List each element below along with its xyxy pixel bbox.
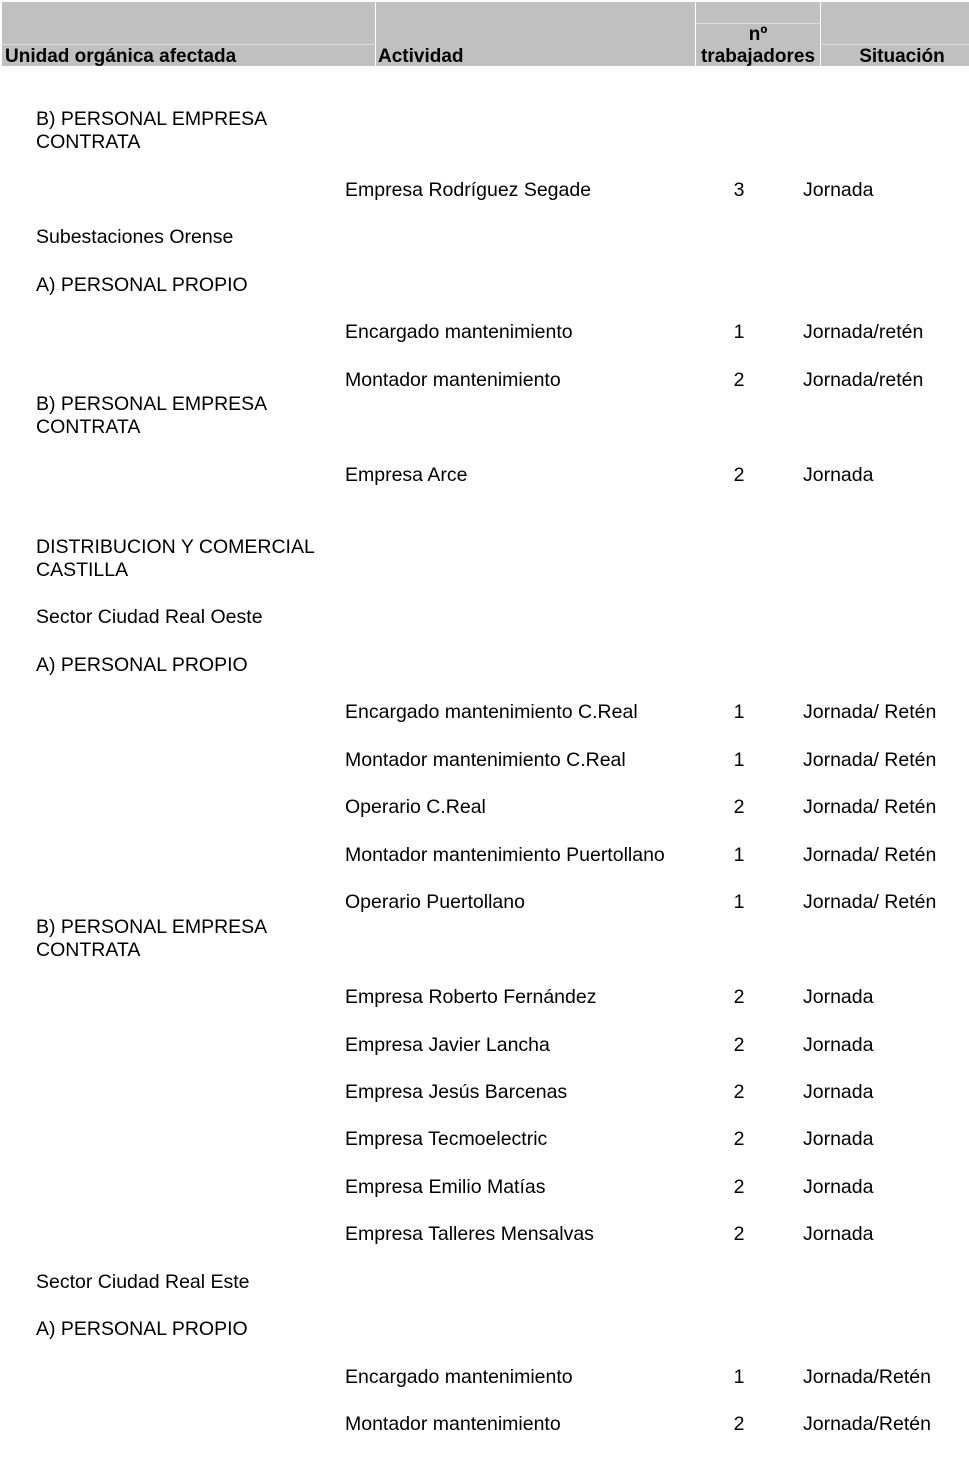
trabajadores-cell: 2	[733, 1034, 745, 1056]
trabajadores-cell: 2	[733, 1176, 745, 1198]
header-divider	[821, 44, 969, 45]
trabajadores-cell: 2	[733, 986, 745, 1008]
trabajadores-cell: 1	[733, 844, 745, 866]
header-n-label: nº	[748, 24, 768, 45]
group-label: B) PERSONAL EMPRESA	[36, 916, 268, 938]
section-label: Subestaciones Orense	[36, 226, 234, 248]
situacion-cell: Jornada/ Retén	[803, 891, 937, 913]
actividad-cell: Encargado mantenimiento	[345, 1366, 573, 1388]
actividad-cell: Montador mantenimiento C.Real	[345, 749, 626, 771]
situacion-cell: Jornada	[803, 1081, 874, 1103]
trabajadores-cell: 1	[733, 701, 745, 723]
situacion-cell: Jornada/ Retén	[803, 796, 937, 818]
actividad-cell: Encargado mantenimiento C.Real	[345, 701, 638, 723]
trabajadores-cell: 2	[733, 369, 745, 391]
trabajadores-cell: 2	[733, 1081, 745, 1103]
header-divider	[2, 44, 375, 45]
group-label: CONTRATA	[36, 416, 141, 438]
header-actividad-label: Actividad	[378, 46, 464, 67]
actividad-cell: Empresa Roberto Fernández	[345, 986, 597, 1008]
trabajadores-cell: 3	[733, 179, 745, 201]
header-situacion-label: Situación	[859, 46, 945, 67]
group-label: A) PERSONAL PROPIO	[36, 274, 248, 296]
section-label: DISTRIBUCION Y COMERCIAL	[36, 536, 315, 558]
section-label: Sector Ciudad Real Este	[36, 1271, 250, 1293]
situacion-cell: Jornada/ Retén	[803, 701, 937, 723]
situacion-cell: Jornada/retén	[803, 321, 924, 343]
trabajadores-cell: 1	[733, 749, 745, 771]
situacion-cell: Jornada/Retén	[803, 1413, 931, 1435]
trabajadores-cell: 2	[733, 1223, 745, 1245]
actividad-cell: Empresa Arce	[345, 464, 468, 486]
actividad-cell: Operario C.Real	[345, 796, 486, 818]
actividad-cell: Encargado mantenimiento	[345, 321, 573, 343]
actividad-cell: Empresa Jesús Barcenas	[345, 1081, 568, 1103]
group-label: B) PERSONAL EMPRESA	[36, 393, 268, 415]
situacion-cell: Jornada	[803, 179, 874, 201]
trabajadores-cell: 1	[733, 1366, 745, 1388]
situacion-cell: Jornada/ Retén	[803, 844, 937, 866]
trabajadores-cell: 2	[733, 1128, 745, 1150]
trabajadores-cell: 1	[733, 891, 745, 913]
section-label: CASTILLA	[36, 559, 129, 581]
actividad-cell: Empresa Javier Lancha	[345, 1034, 550, 1056]
group-label: CONTRATA	[36, 131, 141, 153]
section-label: Sector Ciudad Real Oeste	[36, 606, 263, 628]
trabajadores-cell: 1	[733, 321, 745, 343]
group-label: A) PERSONAL PROPIO	[36, 654, 248, 676]
situacion-cell: Jornada/Retén	[803, 1366, 931, 1388]
actividad-cell: Montador mantenimiento Puertollano	[345, 844, 665, 866]
situacion-cell: Jornada/ Retén	[803, 749, 937, 771]
actividad-cell: Empresa Emilio Matías	[345, 1176, 546, 1198]
actividad-cell: Montador mantenimiento	[345, 369, 561, 391]
group-label: A) PERSONAL PROPIO	[36, 1318, 248, 1340]
actividad-cell: Montador mantenimiento	[345, 1413, 561, 1435]
actividad-cell: Operario Puertollano	[345, 891, 525, 913]
trabajadores-cell: 2	[733, 1413, 745, 1435]
group-label: CONTRATA	[36, 939, 141, 961]
situacion-cell: Jornada	[803, 1223, 874, 1245]
actividad-cell: Empresa Tecmoelectric	[345, 1128, 548, 1150]
situacion-cell: Jornada	[803, 464, 874, 486]
situacion-cell: Jornada	[803, 1034, 874, 1056]
actividad-cell: Empresa Talleres Mensalvas	[345, 1223, 594, 1245]
table-header	[0, 0, 969, 68]
trabajadores-cell: 2	[733, 464, 745, 486]
situacion-cell: Jornada	[803, 986, 874, 1008]
situacion-cell: Jornada	[803, 1176, 874, 1198]
trabajadores-cell: 2	[733, 796, 745, 818]
header-trabajadores-label: trabajadores	[700, 46, 816, 67]
header-unidad-label: Unidad orgánica afectada	[5, 46, 237, 67]
group-label: B) PERSONAL EMPRESA	[36, 108, 268, 130]
actividad-cell: Empresa Rodríguez Segade	[345, 179, 592, 201]
situacion-cell: Jornada/retén	[803, 369, 924, 391]
situacion-cell: Jornada	[803, 1128, 874, 1150]
